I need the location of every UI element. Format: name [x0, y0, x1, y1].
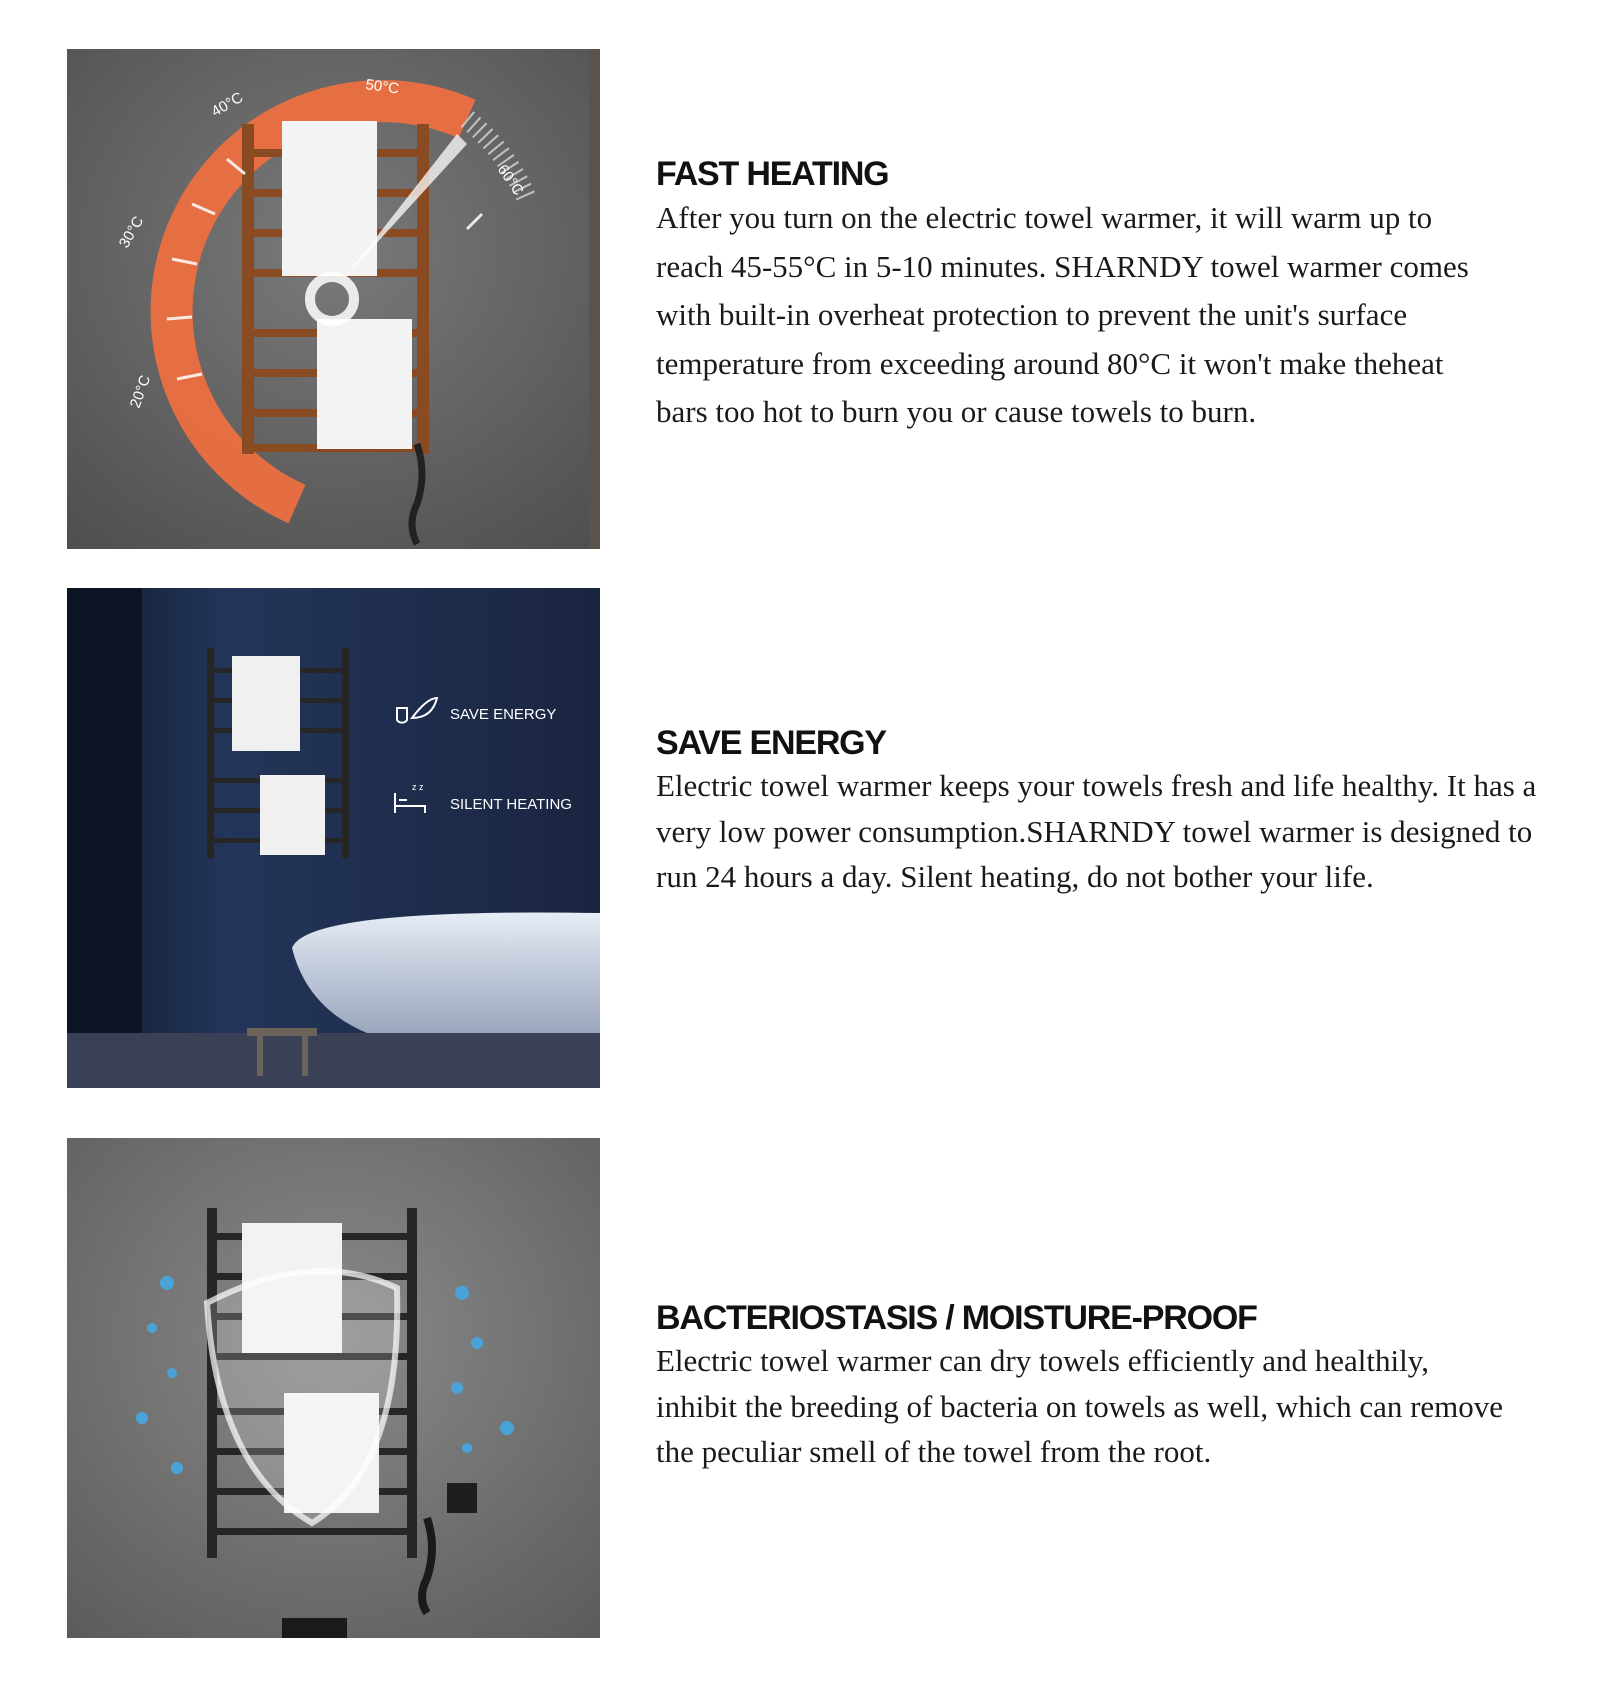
towel-upper: [232, 656, 300, 751]
bacteriostasis-text: [656, 1298, 1556, 1475]
gauge-label-20: 20°C: [126, 373, 155, 411]
gauge-label-40: 40°C: [208, 88, 247, 121]
svg-text:SAVE ENERGY: SAVE ENERGY: [450, 706, 557, 723]
towel-upper: [282, 121, 377, 276]
section-heading: BACTERIOSTASIS / MOISTURE-PROOF: [656, 1299, 1257, 1337]
gauge-label-30: 30°C: [115, 213, 148, 251]
towel-lower: [260, 775, 325, 855]
section-body: Electric towel warmer keeps your towels fresh and life healthy. It has a very low power consumption.SHARNDY towel warmer is designed to run 24 hours a day. Silent heating, do not bother your life.: [656, 768, 1537, 894]
save-energy-text: [656, 723, 1556, 900]
section-heading: SAVE ENERGY: [656, 724, 886, 762]
svg-text:SILENT HEATING: SILENT HEATING: [450, 796, 572, 813]
section-heading: FAST HEATING: [656, 155, 889, 193]
feature-fast-heating: [0, 49, 1600, 549]
fast-heating-text: [656, 154, 1556, 437]
section-body: Electric towel warmer can dry towels efficiently and healthily, inhibit the breeding of bacteria on towels as well, which can remove the peculiar smell of the towel from the root.: [656, 1343, 1504, 1469]
svg-text:z z: z z: [412, 782, 424, 792]
towel-lower: [317, 319, 412, 449]
gauge-label-50: 50°C: [364, 76, 400, 98]
fast-heating-image: [67, 49, 600, 549]
gauge-label-60: 60°C: [493, 161, 527, 199]
section-body: After you turn on the electric towel warmer, it will warm up to reach 45-55°C in 5-10 minutes. SHARNDY towel warmer comes with built-in overheat protection to prevent the unit's surface temperature from exceeding around 80°C it won't make theheat bars too hot to burn you or cause towels to burn.: [656, 200, 1469, 429]
bacteriostasis-image: [67, 1138, 600, 1638]
bathtub: [292, 912, 600, 1033]
feature-bacteriostasis: [0, 1138, 1600, 1638]
feature-save-energy: [0, 588, 1600, 1088]
save-energy-image: [67, 588, 600, 1088]
